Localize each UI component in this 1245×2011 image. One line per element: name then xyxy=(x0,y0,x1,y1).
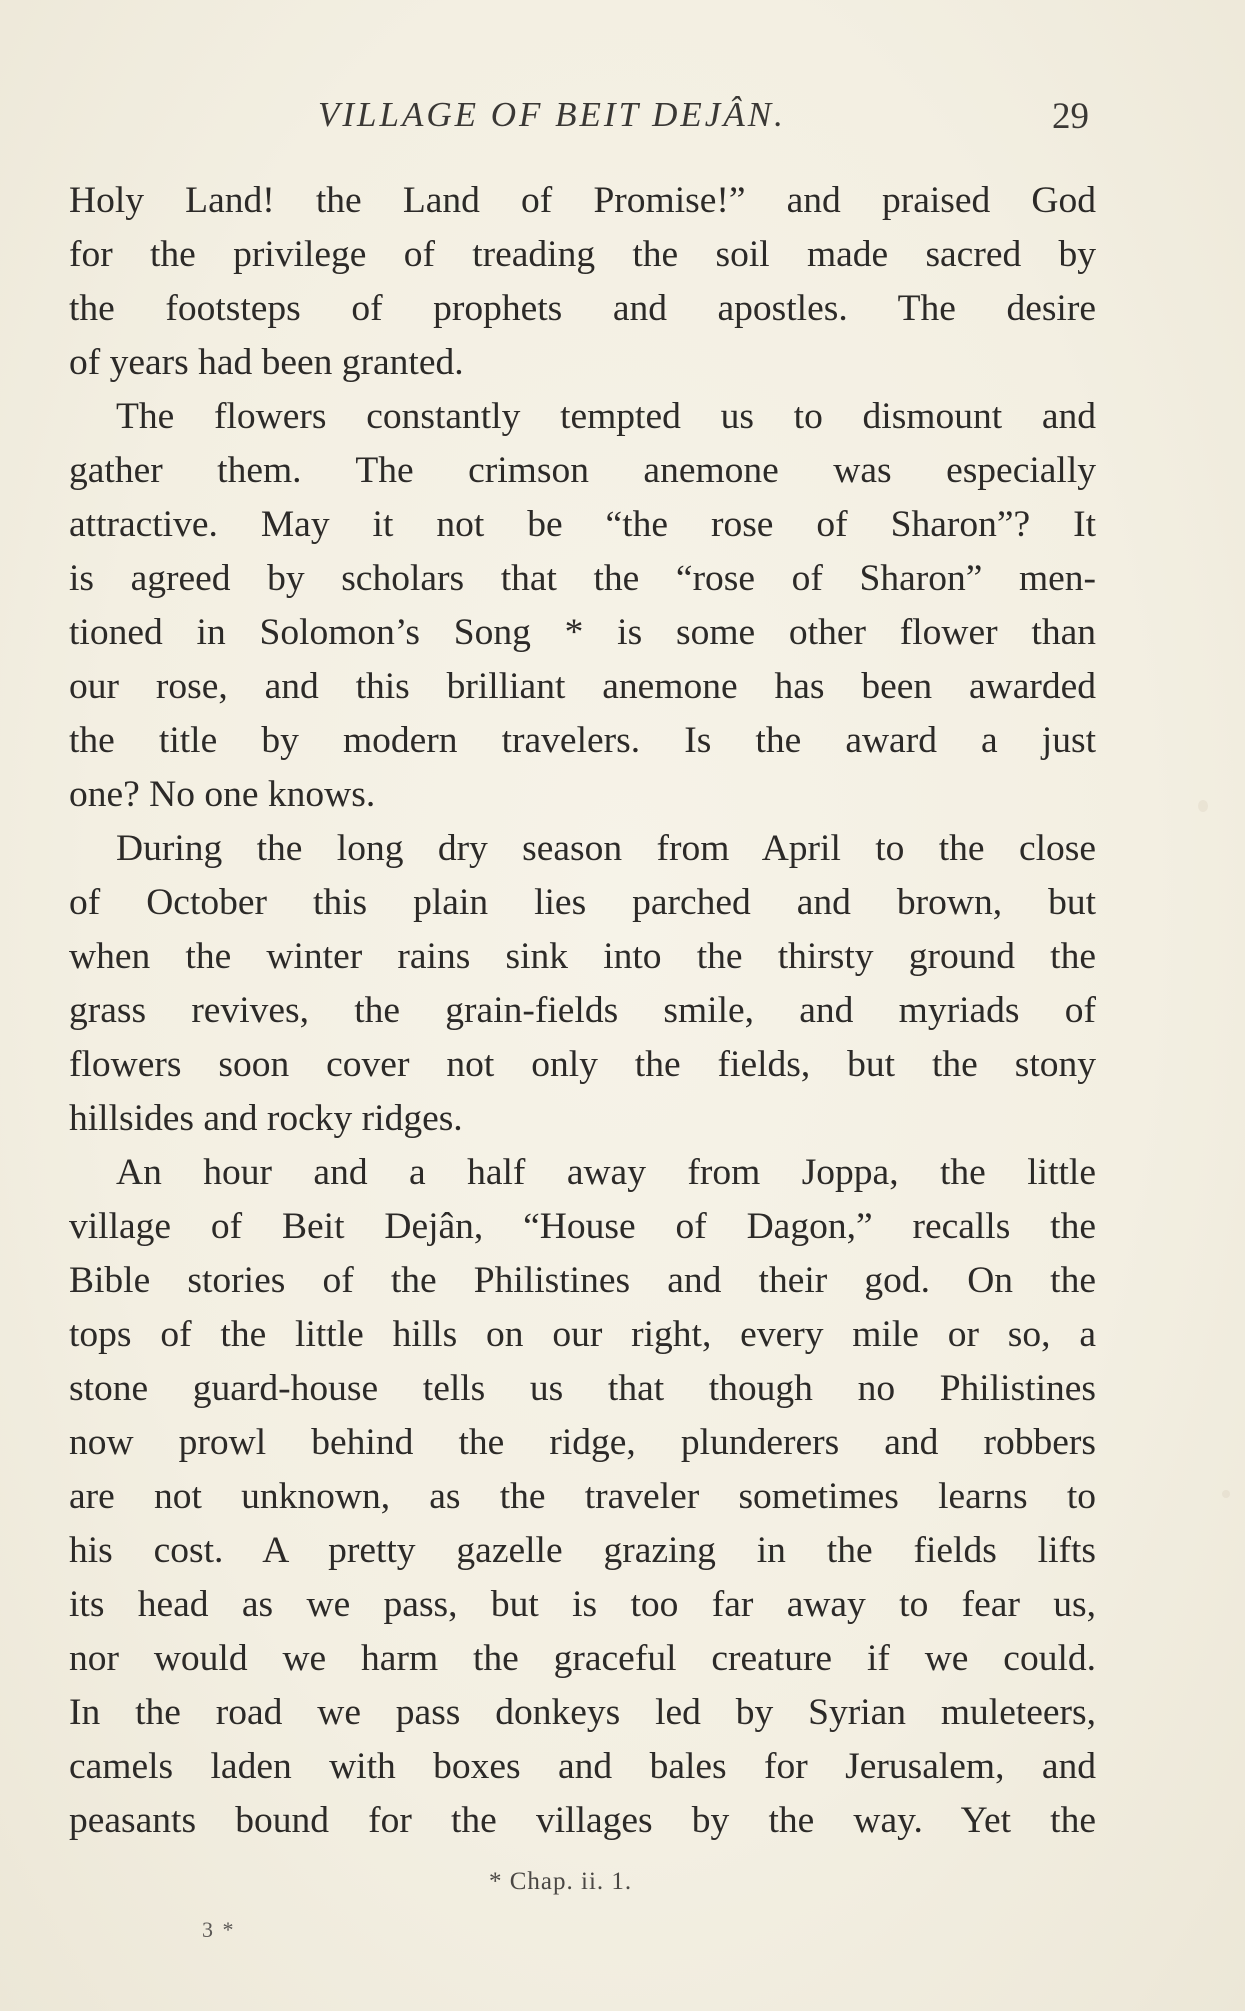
paper-stain xyxy=(1198,800,1208,812)
page-number: 29 xyxy=(1052,96,1089,137)
text-line: Holy Land! the Land of Promise!” and praised God xyxy=(69,180,1096,221)
signature-mark: 3 * xyxy=(202,1917,236,1942)
text-line: when the winter rains sink into the thirsty ground the xyxy=(69,936,1096,977)
text-line: grass revives, the grain-fields smile, and myriads of xyxy=(69,990,1096,1031)
text-line: stone guard-house tells us that though no Philistines xyxy=(69,1368,1096,1409)
text-line: are not unknown, as the traveler sometimes learns to xyxy=(69,1476,1096,1517)
text-line: nor would we harm the graceful creature if we could. xyxy=(69,1638,1096,1679)
text-line: our rose, and this brilliant anemone has been awarded xyxy=(69,666,1096,707)
text-line: flowers soon cover not only the fields, but the stony xyxy=(69,1044,1096,1085)
text-line: for the privilege of treading the soil made sacred by xyxy=(69,234,1096,275)
text-line: of October this plain lies parched and brown, but xyxy=(69,882,1096,923)
text-line: his cost. A pretty gazelle grazing in the fields lifts xyxy=(69,1530,1096,1571)
text-line: In the road we pass donkeys led by Syrian muleteers, xyxy=(69,1692,1096,1733)
text-line: tioned in Solomon’s Song * is some other flower than xyxy=(69,612,1096,653)
running-head xyxy=(0,95,1245,145)
text-line: An hour and a half away from Joppa, the little xyxy=(116,1152,1096,1193)
body-text xyxy=(69,174,1096,1848)
text-line: the footsteps of prophets and apostles. The desire xyxy=(69,288,1096,329)
text-line: During the long dry season from April to the close xyxy=(116,828,1096,869)
running-head-title: VILLAGE OF BEIT DEJÂN. xyxy=(318,95,786,134)
text-line: camels laden with boxes and bales for Jerusalem, and xyxy=(69,1746,1096,1787)
text-line: gather them. The crimson anemone was especially xyxy=(69,450,1096,491)
text-line: its head as we pass, but is too far away to fear us, xyxy=(69,1584,1096,1625)
text-line: now prowl behind the ridge, plunderers and robbers xyxy=(69,1422,1096,1463)
text-line: peasants bound for the villages by the way. Yet the xyxy=(69,1800,1096,1841)
text-line: The flowers constantly tempted us to dismount and xyxy=(116,396,1096,437)
text-line: hillsides and rocky ridges. xyxy=(69,1098,463,1139)
text-line: village of Beit Dejân, “House of Dagon,” recalls the xyxy=(69,1206,1096,1247)
text-line: of years had been granted. xyxy=(69,342,464,383)
text-line: one? No one knows. xyxy=(69,774,376,815)
footnote: * Chap. ii. 1. xyxy=(489,1868,633,1895)
text-line: Bible stories of the Philistines and their god. On the xyxy=(69,1260,1096,1301)
paper-stain xyxy=(1222,1490,1230,1498)
text-line: is agreed by scholars that the “rose of Sharon” men- xyxy=(69,558,1096,599)
text-line: the title by modern travelers. Is the award a just xyxy=(69,720,1096,761)
text-line: tops of the little hills on our right, every mile or so, a xyxy=(69,1314,1096,1355)
text-line: attractive. May it not be “the rose of Sharon”? It xyxy=(69,504,1096,545)
